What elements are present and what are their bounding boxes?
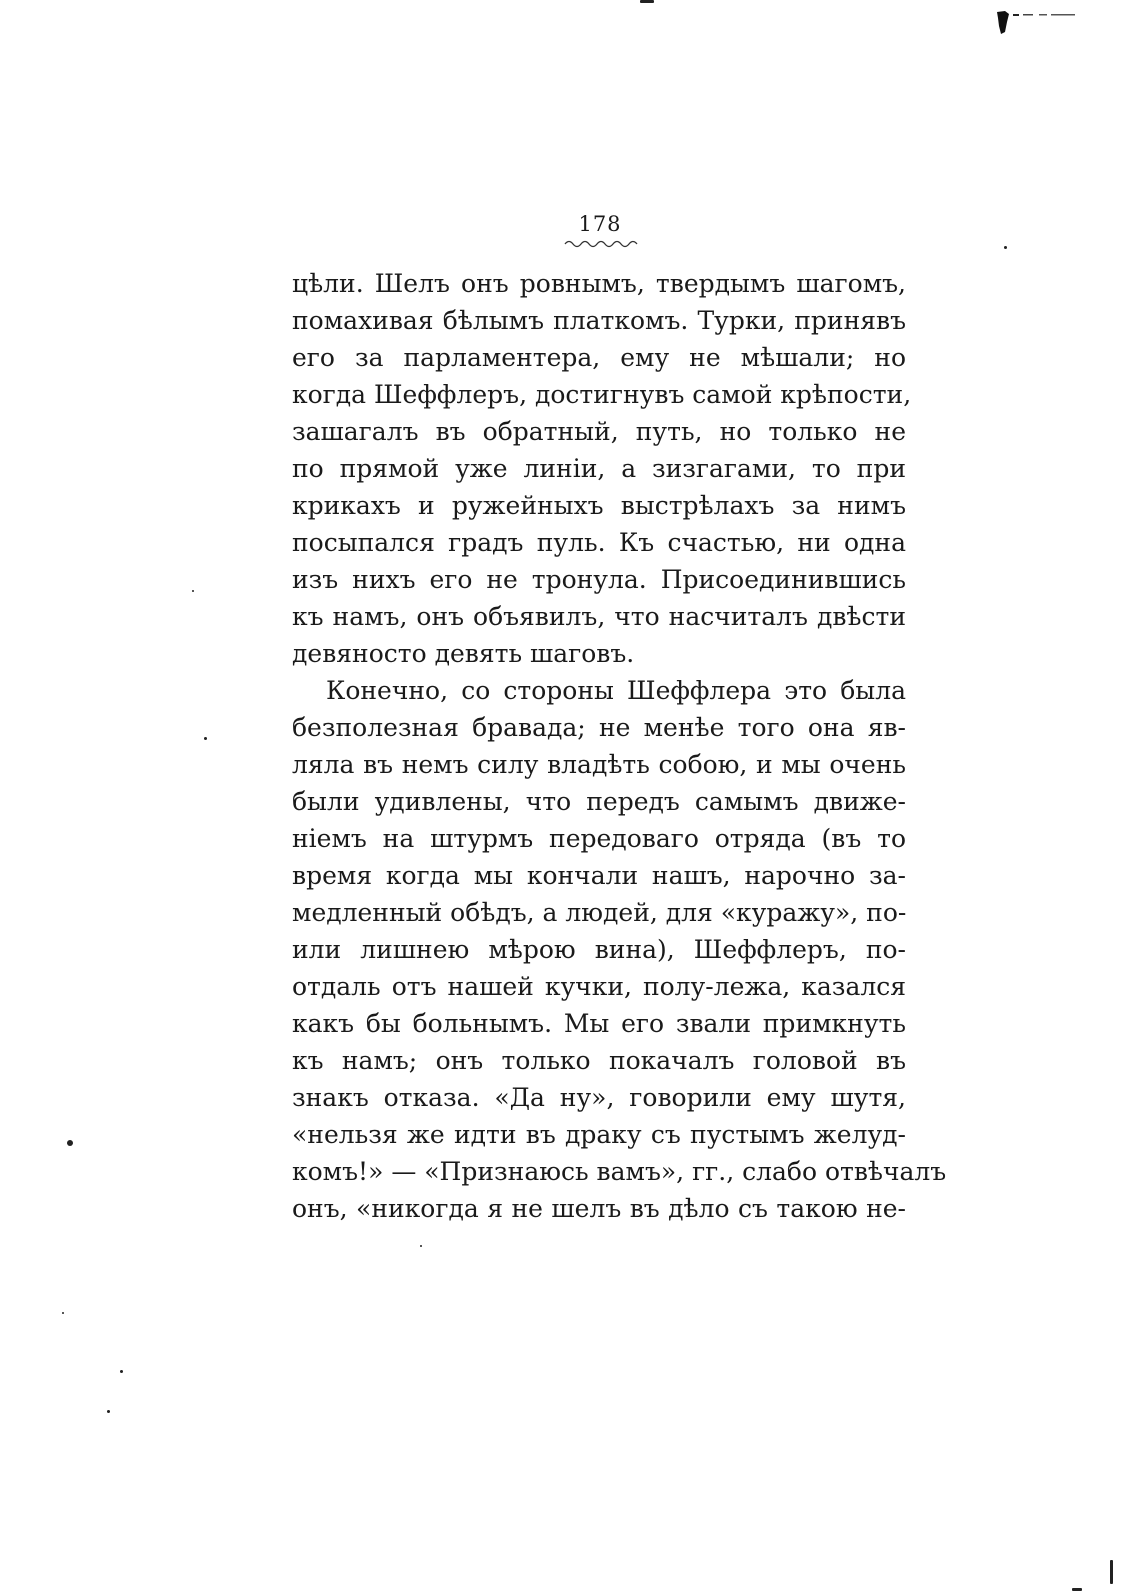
scan-speck (120, 1370, 123, 1373)
page-number-ornament (563, 238, 639, 248)
text-line: отдаль отъ нашей кучки, полу-лежа, казался (292, 972, 906, 1001)
text-line: девяносто девять шаговъ. (292, 639, 635, 668)
text-line: изъ нихъ его не тронула. Присоединившись (292, 565, 906, 594)
text-line: онъ, «никогда я не шелъ въ дѣло съ такою не- (292, 1194, 906, 1223)
text-line: медленный обѣдъ, а людей, для «куражу», по- (292, 898, 907, 927)
paragraph-1 (292, 265, 912, 672)
scan-speck (67, 1140, 73, 1146)
text-line: по прямой уже линіи, а зизгагами, то при (292, 454, 906, 483)
text-line: зашагалъ въ обратный, путь, но только не (292, 417, 906, 446)
text-line: какъ бы больнымъ. Мы его звали примкнуть (292, 1009, 906, 1038)
paragraph-2 (292, 672, 947, 1227)
text-line: Конечно, со стороны Шеффлера это была (326, 676, 906, 705)
text-line: посыпался градъ пуль. Къ счастью, ни одна (292, 528, 906, 557)
text-line: время когда мы кончали нашъ, нарочно за- (292, 861, 906, 890)
text-line: къ намъ, онъ объявилъ, что насчиталъ двѣсти (292, 602, 906, 631)
scan-speck (204, 737, 207, 740)
text-line: крикахъ и ружейныхъ выстрѣлахъ за нимъ (292, 491, 906, 520)
text-line: помахивая бѣлымъ платкомъ. Турки, принявъ (292, 306, 906, 335)
scan-blot-mark (995, 8, 1080, 38)
text-line: къ намъ; онъ только покачалъ головой въ (292, 1046, 906, 1075)
scan-speck (192, 590, 194, 592)
text-body (292, 265, 947, 1227)
scan-speck (1072, 1588, 1082, 1591)
text-line: цѣли. Шелъ онъ ровнымъ, твердымъ шагомъ, (292, 269, 906, 298)
text-line: «нельзя же идти въ драку съ пустымъ желуд- (292, 1120, 906, 1149)
text-line: ніемъ на штурмъ передоваго отряда (въ то (292, 824, 906, 853)
text-line: безполезная бравада; не менѣе того она яв- (292, 713, 906, 742)
scan-speck (107, 1410, 110, 1413)
text-line: знакъ отказа. «Да ну», говорили ему шутя, (292, 1083, 906, 1112)
page-number: 178 (578, 212, 622, 236)
text-line: его за парламентера, ему не мѣшали; но (292, 343, 906, 372)
text-line: ляла въ немъ силу владѣть собою, и мы очень (292, 750, 906, 779)
scan-speck (420, 1245, 422, 1247)
scan-speck (1004, 246, 1007, 249)
text-line: когда Шеффлеръ, достигнувъ самой крѣпости, (292, 380, 912, 409)
text-line: комъ!» — «Признаюсь вамъ», гг., слабо отвѣчалъ (292, 1157, 947, 1186)
scan-speck (1110, 1560, 1113, 1584)
scan-speck (62, 1312, 64, 1314)
text-line: или лишнею мѣрою вина), Шеффлеръ, по- (292, 935, 906, 964)
scan-speck (640, 0, 654, 3)
text-line: были удивлены, что передъ самымъ движе- (292, 787, 906, 816)
